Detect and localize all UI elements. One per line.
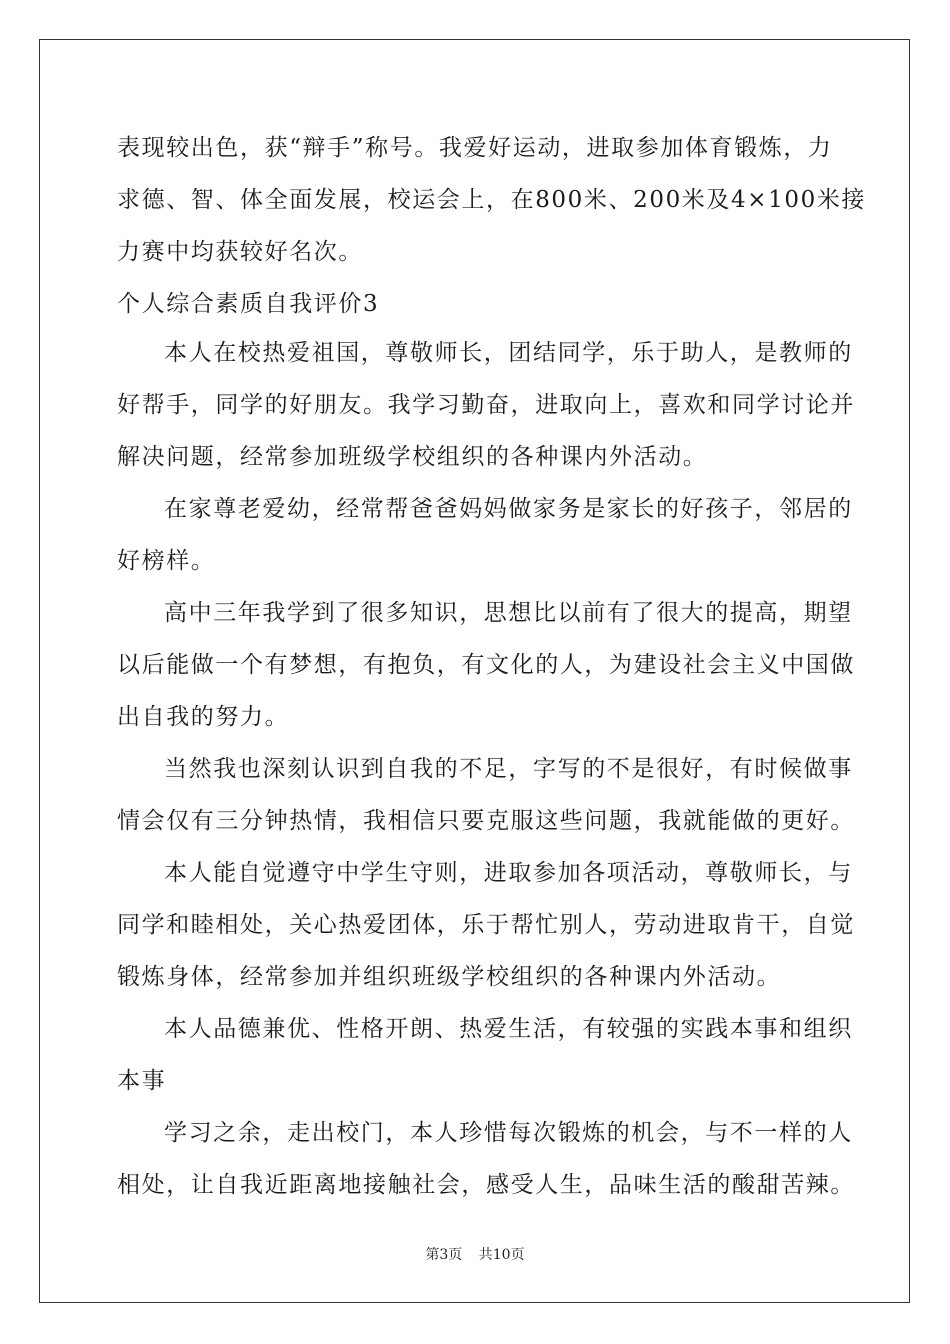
- section-heading: 个人综合素质自我评价3: [117, 291, 380, 317]
- text-line: 解决问题，经常参加班级学校组织的各种课内外活动。: [117, 444, 708, 470]
- text-line: 出自我的努力。: [117, 704, 290, 730]
- text-line: 以后能做一个有梦想，有抱负，有文化的人，为建设社会主义中国做: [117, 652, 855, 678]
- text-line: 本事: [117, 1068, 167, 1094]
- text-line: 当然我也深刻认识到自我的不足，字写的不是很好，有时候做事: [164, 756, 853, 782]
- text-line: 学习之余，走出校门，本人珍惜每次锻炼的机会，与不一样的人: [164, 1120, 853, 1146]
- page-number: 第3页: [425, 1247, 463, 1263]
- text-line: 相处，让自我近距离地接触社会，感受人生，品味生活的酸甜苦辣。: [117, 1172, 855, 1198]
- text-line: 本人在校热爱祖国，尊敬师长，团结同学，乐于助人，是教师的: [164, 340, 853, 366]
- text-line: 高中三年我学到了很多知识，思想比以前有了很大的提高，期望: [164, 600, 853, 626]
- text-line: 求德、智、体全面发展，校运会上，在800米、200米及4×100米接: [117, 187, 867, 213]
- text-line: 锻炼身体，经常参加并组织班级学校组织的各种课内外活动。: [117, 964, 782, 990]
- text-line: 同学和睦相处，关心热爱团体，乐于帮忙别人，劳动进取肯干，自觉: [117, 912, 855, 938]
- text-line: 本人能自觉遵守中学生守则，进取参加各项活动，尊敬师长，与: [164, 860, 853, 886]
- text-line: 本人品德兼优、性格开朗、热爱生活，有较强的实践本事和组织: [164, 1016, 853, 1042]
- text-line: 在家尊老爱幼，经常帮爸爸妈妈做家务是家长的好孩子，邻居的: [164, 496, 853, 522]
- text-line: 好帮手，同学的好朋友。我学习勤奋，进取向上，喜欢和同学讨论并: [117, 392, 855, 418]
- text-line: 好榜样。: [117, 548, 216, 574]
- text-line: 力赛中均获较好名次。: [117, 239, 363, 265]
- page-total: 共10页: [478, 1247, 525, 1263]
- text-line: 表现较出色，获“辩手”称号。我爱好运动，进取参加体育锻炼，力: [117, 135, 833, 161]
- page-footer: [0, 1246, 950, 1264]
- text-line: 情会仅有三分钟热情，我相信只要克服这些问题，我就能做的更好。: [117, 808, 855, 834]
